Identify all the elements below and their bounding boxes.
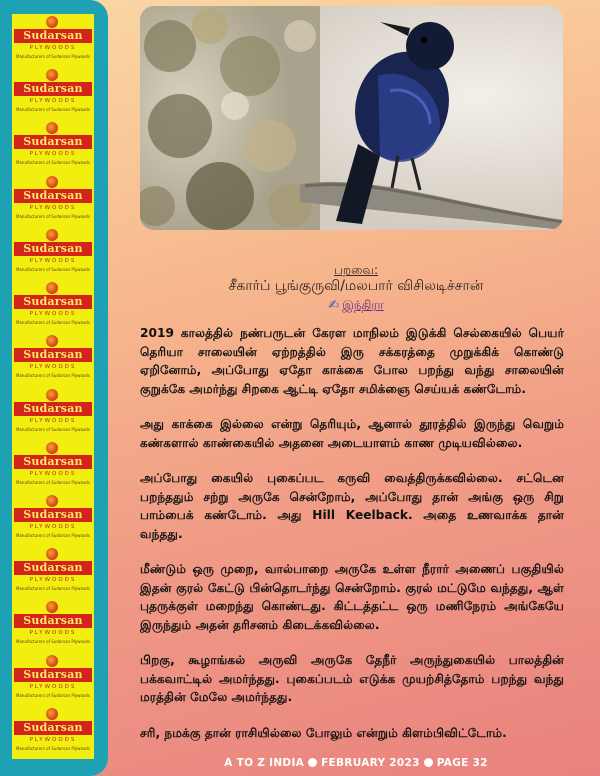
ad-brand: Sudarsan [14, 29, 92, 43]
paragraph-6: சரி, நமக்கு தான் ராசியில்லை போலும் என்றும் கிளம்பிவிட்டோம். [140, 725, 507, 740]
ad-brand: Sudarsan [14, 508, 92, 522]
article-body [140, 324, 564, 759]
logo-dot-icon [46, 442, 58, 454]
paragraph-1: 2019 காலத்தில் நண்பருடன் கேரள மாநிலம் இடுக்கி செல்கையில் பெயர் தெரியா சாலையின் ஏற்றத்தில் இரு சக்கரத்தை முறுக்கிக் கொண்டு ஏறினோம், அப்போது ஏதோ காக்கை போல பறந்து வந்து சாலையின் குறுக்கே அமர்ந்து சிறகை ஆட்டி ஏதோ சமிக்ஞை செய்யக் கண்டோம். [140, 326, 564, 396]
ad-tagline: Manufacturers of Sudarsan Plywoods [16, 745, 91, 751]
ad-tile [12, 120, 94, 172]
ad-subline: PLYWOODS [29, 683, 77, 690]
ad-tagline: Manufacturers of Sudarsan Plywoods [16, 54, 91, 59]
ad-tagline: Manufacturers of Sudarsan Plywoods [16, 586, 91, 592]
logo-dot-icon [46, 495, 58, 507]
logo-dot-icon [46, 335, 58, 347]
ad-brand: Sudarsan [14, 348, 92, 362]
ad-brand: Sudarsan [14, 561, 92, 575]
ad-subline: PLYWOODS [29, 311, 77, 318]
logo-dot-icon [46, 282, 58, 294]
ad-subline: PLYWOODS [29, 630, 77, 637]
sidebar-advertisement [0, 0, 108, 776]
ad-brand: Sudarsan [14, 189, 92, 203]
ad-tagline: Manufacturers of Sudarsan Plywoods [16, 320, 91, 326]
pen-icon: ✍ [328, 298, 340, 313]
ad-tile [12, 280, 94, 332]
logo-dot-icon [46, 655, 58, 667]
logo-dot-icon [46, 229, 58, 241]
ad-tile [12, 706, 94, 758]
ad-tagline: Manufacturers of Sudarsan Plywoods [16, 213, 91, 219]
page-footer [112, 757, 600, 769]
article-author [112, 298, 600, 314]
paragraph-3: அப்போது கையில் புகைப்பட கருவி வைத்திருக்கவில்லை. சட்டென பறந்ததும் சற்று அருகே சென்றோம், அப்போது தான் அங்கு ஒரு சிறு பாம்பைக் கண்டோம். அது Hill Keelback. அதை உணவாக்க தான் வந்தது. [140, 471, 564, 541]
paragraph-5: பிறகு, கூழாங்கல் அருவி அருகே தேநீர் அருந்துகையில் பாலத்தின் பக்கவாட்டில் அமர்ந்தது. புகைப்படம் எடுக்க முயற்சித்தோம் பறந்து வந்து மரத்தின் மேலே அமர்ந்தது. [140, 653, 564, 704]
ad-tagline: Manufacturers of Sudarsan Plywoods [16, 373, 91, 379]
magazine-name: A TO Z INDIA [224, 757, 305, 769]
ad-subline: PLYWOODS [29, 257, 77, 264]
ad-tile [12, 227, 94, 279]
ad-brand: Sudarsan [14, 614, 92, 628]
ad-subline: PLYWOODS [29, 204, 77, 211]
author-name: இந்திரா [342, 298, 384, 312]
ad-tile [12, 440, 94, 492]
ad-tile [12, 599, 94, 651]
ad-tile [12, 333, 94, 385]
logo-dot-icon [46, 16, 58, 28]
ad-subline: PLYWOODS [29, 470, 77, 477]
ad-brand: Sudarsan [14, 721, 92, 735]
issue-date: FEBRUARY 2023 [321, 757, 420, 769]
ad-subline: PLYWOODS [29, 151, 77, 158]
ad-tagline: Manufacturers of Sudarsan Plywoods [16, 639, 91, 645]
ad-subline: PLYWOODS [29, 364, 77, 371]
logo-dot-icon [46, 122, 58, 134]
ad-tagline: Manufacturers of Sudarsan Plywoods [16, 532, 91, 538]
ad-column [12, 14, 94, 759]
ad-subline: PLYWOODS [29, 98, 77, 105]
ad-brand: Sudarsan [14, 135, 92, 149]
ad-brand: Sudarsan [14, 82, 92, 96]
ad-brand: Sudarsan [14, 455, 92, 469]
ad-tagline: Manufacturers of Sudarsan Plywoods [16, 479, 91, 485]
ad-tagline: Manufacturers of Sudarsan Plywoods [16, 692, 91, 698]
ad-tagline: Manufacturers of Sudarsan Plywoods [16, 426, 91, 432]
bird-photo [140, 6, 563, 230]
bullet-icon [308, 758, 317, 767]
ad-tile [12, 387, 94, 439]
ad-brand: Sudarsan [14, 402, 92, 416]
ad-subline: PLYWOODS [29, 577, 77, 584]
ad-tagline: Manufacturers of Sudarsan Plywoods [16, 107, 91, 113]
ad-brand: Sudarsan [14, 668, 92, 682]
ad-tile [12, 14, 94, 66]
ad-subline: PLYWOODS [29, 736, 77, 743]
logo-dot-icon [46, 601, 58, 613]
ad-brand: Sudarsan [14, 295, 92, 309]
ad-tile [12, 174, 94, 226]
ad-tile [12, 493, 94, 545]
ad-subline: PLYWOODS [29, 523, 77, 530]
ad-tile [12, 546, 94, 598]
ad-tile [12, 653, 94, 705]
paragraph-2: அது காக்கை இல்லை என்று தெரியும், ஆனால் தூரத்தில் இருந்து வெறும் கண்களால் காண்கையில் அதனை அடையாளம் காண முடியவில்லை. [140, 417, 564, 450]
paragraph-4: மீண்டும் ஒரு முறை, வால்பாறை அருகே உள்ள நீரார் அணைப் பகுதியில் இதன் குரல் கேட்டு பின்தொடர்ந்து சென்றோம். குரல் மட்டுமே வந்தது, ஆள் புதருக்குள் மறைந்து கொண்டது. கிட்டத்தட்ட ஒரு மணிநேரம் அங்கேயே இருந்தும் அதன் தரிசனம் கிடைக்கவில்லை. [140, 562, 564, 632]
ad-tagline: Manufacturers of Sudarsan Plywoods [16, 160, 91, 166]
logo-dot-icon [46, 708, 58, 720]
article-title: சீகார்ப் பூங்குருவி/மலபார் விசிலடிச்சான் [228, 278, 484, 294]
page-number: PAGE 32 [436, 757, 488, 769]
ad-subline: PLYWOODS [29, 417, 77, 424]
ad-brand: Sudarsan [14, 242, 92, 256]
logo-dot-icon [46, 548, 58, 560]
logo-dot-icon [46, 389, 58, 401]
ad-tile [12, 67, 94, 119]
logo-dot-icon [46, 176, 58, 188]
bird-image [140, 6, 563, 230]
ad-subline: PLYWOODS [29, 45, 77, 51]
bullet-icon [424, 758, 433, 767]
article-category: பறவை: [334, 263, 378, 277]
ad-tagline: Manufacturers of Sudarsan Plywoods [16, 266, 91, 272]
logo-dot-icon [46, 69, 58, 81]
